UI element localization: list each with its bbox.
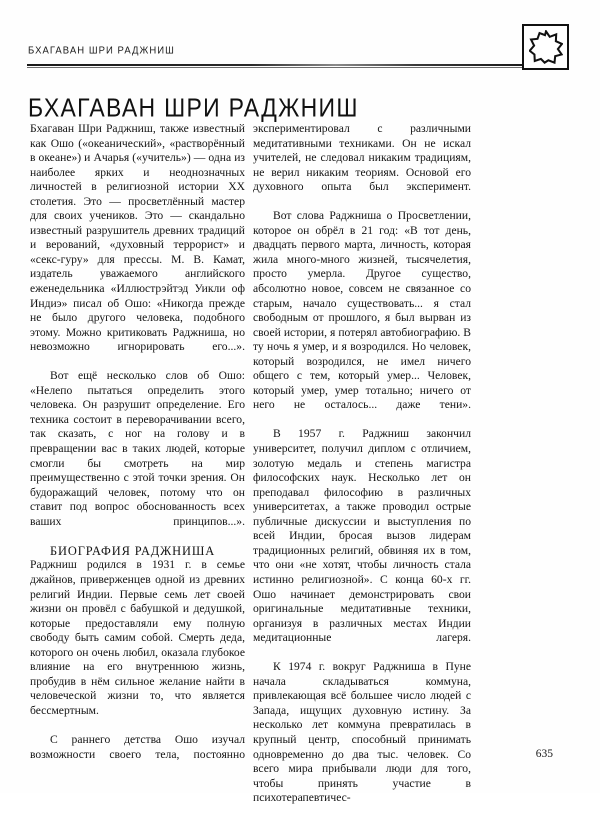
text-column-right bbox=[253, 122, 471, 820]
paragraph: Бхагаван Шри Раджниш, также известный как Ошо («океанический», «растворённый в океане») и Ачарья («учитель») — одна из наиболее ярких и неоднозначных личностей в религиозной истории XX столетия. Это — просветлённый мастер для своих учеников. Это — скандально известный разрушитель древних традиций и верований, «духовный террорист» и «секс-гуру» для прессы. М. В. Камат, издатель уважаемого английского еженедельника «Иллюстрэйтэд Уикли оф Индиэ» писал об Ошо: «Никогда прежде не было другого человека, подобного этому. Можно критиковать Раджниша, но невозможно игнорировать его...». bbox=[30, 122, 245, 354]
paragraph: Вот ещё несколько слов об Ошо: «Нелепо пытаться определить этого человека. Он разрушит определение. Его техника состоит в переворачивании всего, так сказать, с ног на голову и в превращении вас в таких людей, которые смогли бы смотреть на мир преимущественно с этой точки зрения. Он будоражащий человек, потому что он ставит под вопрос обоснованность всех ваших принципов...». bbox=[30, 369, 245, 528]
paragraph: Вот слова Раджниша о Просветлении, которое он обрёл в 21 год: «В тот день, двадцать первого марта, личность, которая жила много-много жизней, тысячелетия, просто умерла. Другое существо, абсолютно новое, совсем не связанное со старым, начало существовать... я стал свободным от прошлого, я был вырван из своей истории, я потерял автобиографию. В ту ночь я умер, и я возродился. Но человек, который возродился, не имел ничего общего с тем, который умер... Человек, который умер, умер тотально; ничего от него не осталось... даже тени». bbox=[253, 209, 471, 412]
paragraph: Раджниш родился в 1931 г. в семье джайнов, приверженцев одной из древних религий Индии. Первые семь лет своей жизни он провёл с бабушкой и дедушкой, которые предоставляли ему полную свободу быть самим собой. Смерть деда, которого он очень любил, оказала глубокое влияние на его внутреннюю жизнь, пробудив в нём сильное желание найти в человеческой жизни то, что является бессмертным. bbox=[30, 558, 245, 717]
running-header: БХАГАВАН ШРИ РАДЖНИШ bbox=[28, 45, 175, 57]
paragraph: С раннего детства Ошо изучал возможности своего тела, постоянно bbox=[30, 732, 245, 761]
header-rule-thin bbox=[27, 67, 525, 68]
paragraph: В 1957 г. Раджниш закончил университет, получил диплом с отличием, золотую медаль и степень магистра философских наук. Несколько лет он преподавал философию в различных университетах, а также проводил острые публичные дискуссии и выступления по всей Индии, бросая вызов лидерам традиционных религий, обвиняя их в том, что они «не хотят, чтобы личность стала истинно религиозной». С конца 60-х гг. Ошо начинает демонстрировать свои оригинальные медитативные техники, организуя в различных местах Индии медитационные лагеря. bbox=[253, 427, 471, 645]
text-column-left bbox=[30, 122, 245, 777]
header-divider-rule bbox=[27, 64, 525, 68]
page-title: БХАГАВАН ШРИ РАДЖНИШ bbox=[28, 93, 359, 123]
page-number: 635 bbox=[535, 748, 553, 760]
paragraph: экспериментировал с различными медитативными техниками. Он не искал учителей, не следовал никаким традициям, не верил никаким теориям. Основой его духовного опыта был эксперимент. bbox=[253, 122, 471, 194]
header-rule-thick bbox=[27, 64, 525, 66]
ten-point-star-icon bbox=[522, 24, 569, 70]
paragraph: К 1974 г. вокруг Раджниша в Пуне начала складываться коммуна, привлекающая всё большее число людей с Запада, ищущих духовную истину. За несколько лет коммуна превратилась в крупный центр, способный принимать одновременно до два тыс. человек. Со всего мира прибывали люди для того, чтобы принять участие в психотерапевтичес- bbox=[253, 660, 471, 805]
section-heading: БИОГРАФИЯ РАДЖНИША bbox=[50, 543, 216, 558]
